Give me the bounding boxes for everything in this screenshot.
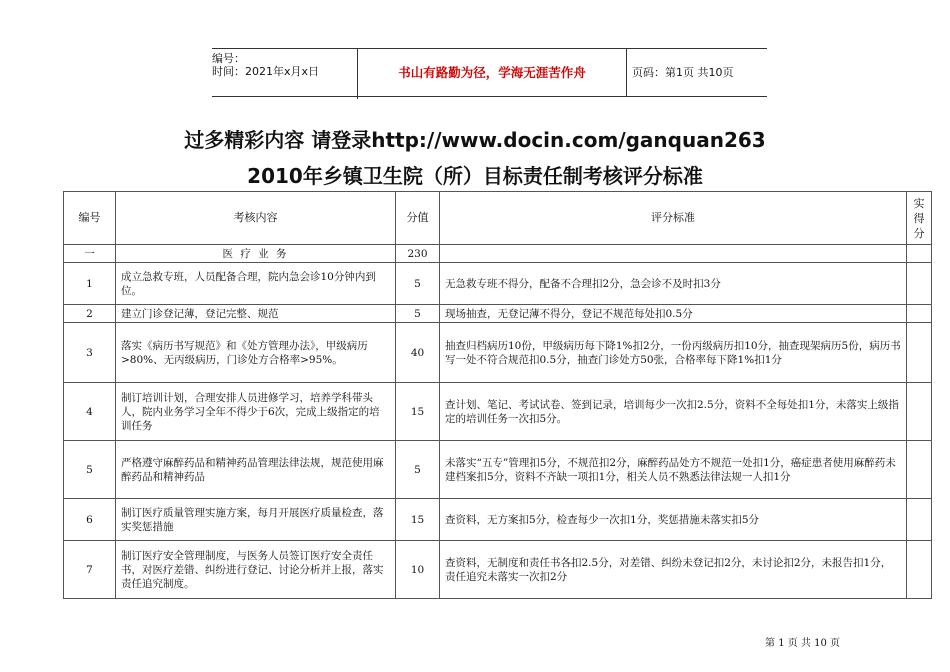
document-title: 2010年乡镇卫生院（所）目标责任制考核评分标准 xyxy=(247,164,703,188)
row-criteria xyxy=(440,245,907,263)
row-content: 医 疗 业 务 xyxy=(116,245,396,263)
col-header-score: 分值 xyxy=(396,192,440,245)
row-score: 5 xyxy=(396,305,440,323)
number-label: 编号： xyxy=(212,52,245,65)
table-row xyxy=(64,263,932,305)
row-number: 5 xyxy=(64,441,116,499)
row-actual-score xyxy=(907,441,932,499)
table-row xyxy=(64,541,932,599)
row-criteria: 查计划、笔记、考试试卷、签到记录，培训每少一次扣2.5分，资料不全每处扣1分，未落实上级指定的培训任务一次扣5分。 xyxy=(440,383,907,441)
table-header-row xyxy=(64,192,932,245)
row-criteria: 无急救专班不得分，配备不合理扣2分，急会诊不及时扣3分 xyxy=(440,263,907,305)
document-header xyxy=(212,48,767,97)
col-header-content: 考核内容 xyxy=(116,192,396,245)
row-number: 6 xyxy=(64,499,116,541)
table-row xyxy=(64,499,932,541)
promo-title: 过多精彩内容 请登录http://www.docin.com/ganquan263 xyxy=(184,128,766,152)
row-actual-score xyxy=(907,499,932,541)
row-score: 10 xyxy=(396,541,440,599)
row-number: 3 xyxy=(64,323,116,383)
table-row xyxy=(64,323,932,383)
row-content: 制订医疗质量管理实施方案，每月开展医疗质量检查，落实奖惩措施 xyxy=(116,499,396,541)
page-footer: 第 1 页 共 10 页 xyxy=(765,638,840,649)
table-row xyxy=(64,383,932,441)
row-content: 制订医疗安全管理制度，与医务人员签订医疗安全责任书，对医疗差错、纠纷进行登记、讨论分析并上报，落实责任追究制度。 xyxy=(116,541,396,599)
row-score: 5 xyxy=(396,263,440,305)
col-header-actual-score: 实得分 xyxy=(907,192,932,245)
row-score: 15 xyxy=(396,499,440,541)
header-slogan: 书山有路勤为径，学海无涯苦作舟 xyxy=(358,49,627,96)
row-content: 严格遵守麻醉药品和精神药品管理法律法规，规范使用麻醉药品和精神药品 xyxy=(116,441,396,499)
row-actual-score xyxy=(907,541,932,599)
row-criteria: 查资料，无方案扣5分，检查每少一次扣1分，奖惩措施未落实扣5分 xyxy=(440,499,907,541)
row-actual-score xyxy=(907,305,932,323)
header-meta xyxy=(212,49,358,99)
row-content: 落实《病历书写规范》和《处方管理办法》，甲级病历>80%、无丙级病历，门诊处方合格率>95%。 xyxy=(116,323,396,383)
row-score: 230 xyxy=(396,245,440,263)
row-actual-score xyxy=(907,383,932,441)
col-header-criteria: 评分标准 xyxy=(440,192,907,245)
header-page-info: 页码：第1页 共10页 xyxy=(632,66,734,79)
row-score: 5 xyxy=(396,441,440,499)
row-number: 4 xyxy=(64,383,116,441)
row-criteria: 未落实“五专”管理扣5分，不规范扣2分，麻醉药品处方不规范一处扣1分，癌症患者使用麻醉药未建档案扣5分，资料不齐缺一项扣1分，相关人员不熟悉法律法规一人扣1分 xyxy=(440,441,907,499)
table-row xyxy=(64,441,932,499)
row-content: 建立门诊登记薄，登记完整、规范 xyxy=(116,305,396,323)
table-row xyxy=(64,245,932,263)
row-score: 15 xyxy=(396,383,440,441)
row-criteria: 现场抽查，无登记薄不得分，登记不规范每处扣0.5分 xyxy=(440,305,907,323)
row-number: 一 xyxy=(64,245,116,263)
row-actual-score xyxy=(907,323,932,383)
table-row xyxy=(64,305,932,323)
row-actual-score xyxy=(907,263,932,305)
time-label: 时间：2021年x月x日 xyxy=(212,65,320,78)
row-criteria: 抽查归档病历10份，甲级病历每下降1%扣2分，一份丙级病历扣10分，抽查现架病历5份，病历书写一处不符合规范扣0.5分，抽查门诊处方50张，合格率每下降1%扣1分 xyxy=(440,323,907,383)
row-number: 7 xyxy=(64,541,116,599)
scoring-table xyxy=(63,191,932,599)
row-number: 2 xyxy=(64,305,116,323)
row-number: 1 xyxy=(64,263,116,305)
row-content: 成立急救专班，人员配备合理，院内急会诊10分钟内到位。 xyxy=(116,263,396,305)
row-score: 40 xyxy=(396,323,440,383)
col-header-number: 编号 xyxy=(64,192,116,245)
row-actual-score xyxy=(907,245,932,263)
row-content: 制订培训计划，合理安排人员进修学习，培养学科带头人，院内业务学习全年不得少于6次，完成上级指定的培训任务 xyxy=(116,383,396,441)
row-criteria: 查资料，无制度和责任书各扣2.5分，对差错、纠纷未登记扣2分，未讨论扣2分，未报告扣1分，责任追究未落实一次扣2分 xyxy=(440,541,907,599)
